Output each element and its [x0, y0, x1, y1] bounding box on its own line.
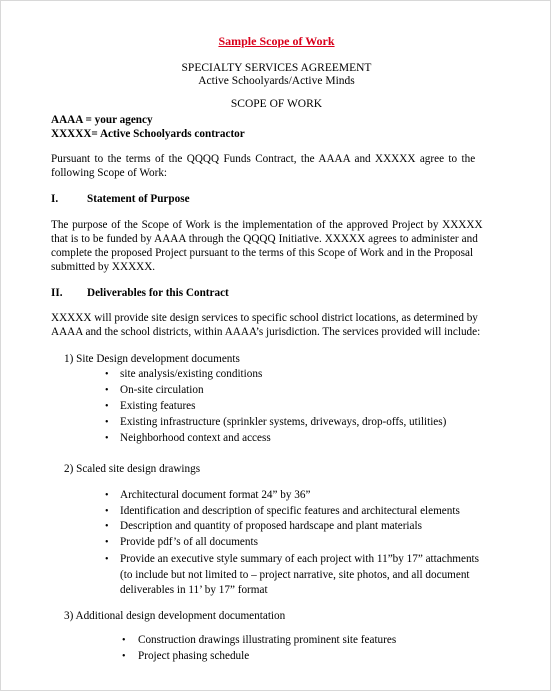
definition-agency: AAAA = your agency — [51, 114, 153, 126]
item-2-bullet-3: Description and quantity of proposed hardscape and plant materials — [120, 520, 422, 532]
section-1-line-4: submitted by XXXXX. — [51, 261, 156, 273]
bullet-icon: • — [105, 417, 109, 428]
section-1-number: I. — [51, 193, 59, 205]
section-1-line-2: that is to be funded by AAAA through the QQQQ Initiative. XXXXX agrees to administer and — [51, 233, 478, 245]
bullet-icon: • — [105, 506, 109, 517]
bullet-icon: • — [105, 401, 109, 412]
intro-line-2: following Scope of Work: — [51, 167, 168, 179]
bullet-icon: • — [105, 554, 109, 565]
item-1-bullet-1: site analysis/existing conditions — [120, 368, 263, 380]
definition-contractor: XXXXX= Active Schoolyards contractor — [51, 128, 245, 140]
item-2-bullet-4: Provide pdf’s of all documents — [120, 536, 258, 548]
section-2-line-1: XXXXX will provide site design services to specific school district locations, as determined by — [51, 312, 478, 324]
item-1-bullet-4: Existing infrastructure (sprinkler systems, driveways, drop-offs, utilities) — [120, 416, 447, 428]
bullet-icon: • — [105, 521, 109, 532]
section-1-title: Statement of Purpose — [87, 193, 190, 205]
sample-title: Sample Scope of Work — [218, 34, 335, 48]
item-2-bullet-5: Provide an executive style summary of each project with 11”by 17” attachments — [120, 553, 480, 565]
bullet-icon: • — [105, 490, 109, 501]
agreement-subtitle: Active Schoolyards/Active Minds — [198, 75, 355, 87]
item-1-bullet-3: Existing features — [120, 400, 196, 412]
item-3-label: 3) Additional design development documentation — [64, 610, 286, 622]
item-2-label: 2) Scaled site design drawings — [64, 463, 201, 475]
item-2-bullet-5-cont-2: deliverables in 11’ by 17” format — [120, 584, 268, 596]
item-1-label: 1) Site Design development documents — [64, 353, 240, 365]
intro-line-1: Pursuant to the terms of the QQQQ Funds Contract, the AAAA and XXXXX agree to the — [51, 153, 476, 165]
section-2-number: II. — [51, 287, 63, 299]
bullet-icon: • — [122, 635, 126, 646]
section-2-line-2: AAAA and the school districts, within AAAA’s jurisdiction. The services provided will include: — [51, 326, 481, 338]
section-1-line-1: The purpose of the Scope of Work is the implementation of the approved Project by XXXXX — [51, 219, 483, 231]
bullet-icon: • — [105, 433, 109, 444]
scope-heading: SCOPE OF WORK — [230, 98, 323, 110]
item-2-bullet-2: Identification and description of specific features and architectural elements — [120, 505, 460, 517]
item-1-bullet-2: On-site circulation — [120, 384, 204, 396]
bullet-icon: • — [122, 651, 126, 662]
item-2-bullet-1: Architectural document format 24” by 36” — [120, 489, 311, 501]
item-3-bullet-2: Project phasing schedule — [138, 650, 250, 662]
section-2-title: Deliverables for this Contract — [87, 287, 229, 299]
bullet-icon: • — [105, 537, 109, 548]
bullet-icon: • — [105, 385, 109, 396]
agreement-title: SPECIALTY SERVICES AGREEMENT — [181, 62, 372, 74]
item-3-bullet-1: Construction drawings illustrating prominent site features — [138, 634, 397, 646]
item-2-bullet-5-cont-1: (to include but not limited to – project narrative, site photos, and all document — [120, 569, 470, 581]
bullet-icon: • — [105, 369, 109, 380]
item-1-bullet-5: Neighborhood context and access — [120, 432, 271, 444]
section-1-line-3: complete the proposed Project pursuant to the terms of this Scope of Work and in the Proposal — [51, 247, 474, 259]
